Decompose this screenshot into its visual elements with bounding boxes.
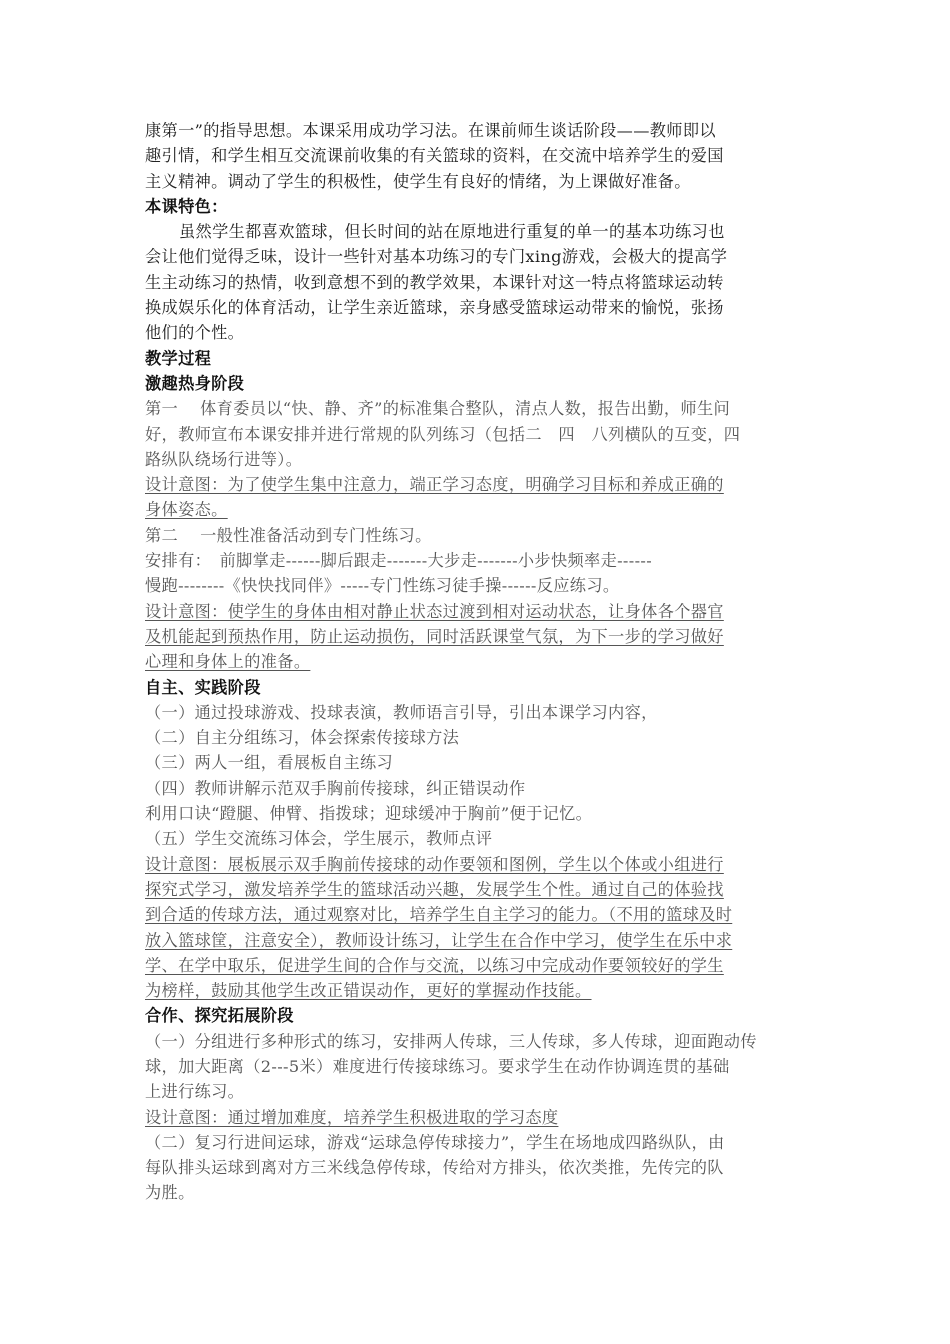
paragraph-line: 生主动练习的热情，收到意想不到的教学效果，本课针对这一特点将篮球运动转 (145, 272, 724, 292)
paragraph-line: （二）自主分组练习，体会探索传接球方法 (145, 728, 460, 748)
paragraph-line: 路纵队绕场行进等）。 (145, 449, 303, 469)
design-intent-text: 设计意图：展板展示双手胸前传接球的动作要领和图例，学生以个体或小组进行 (145, 854, 724, 874)
paragraph-line: （一）通过投球游戏、投球表演，教师语言引导，引出本课学习内容， (145, 702, 658, 722)
document-body (145, 118, 810, 1206)
section-heading: 自主、实践阶段 (145, 677, 261, 697)
design-intent-text: 为榜样，鼓励其他学生改正错误动作，更好的掌握动作技能。 (145, 981, 592, 1001)
paragraph-line: 他们的个性。 (145, 323, 245, 343)
section-heading: 合作、探究拓展阶段 (145, 1006, 294, 1026)
paragraph-line: 换成娱乐化的体育活动，让学生亲近篮球，亲身感受篮球运动带来的愉悦，张扬 (145, 298, 724, 318)
section-heading: 激趣热身阶段 (145, 373, 245, 393)
design-intent-text: 身体姿态。 (145, 500, 228, 520)
paragraph-line: 趣引情，和学生相互交流课前收集的有关篮球的资料，在交流中培养学生的爱国 (145, 146, 724, 166)
paragraph-line: 康第一”的指导思想。本课采用成功学习法。在课前师生谈话阶段——教师即以 (145, 121, 716, 140)
paragraph-line: （四）教师讲解示范双手胸前传接球，纠正错误动作 (145, 778, 526, 798)
design-intent-text: 及机能起到预热作用，防止运动损伤，同时活跃课堂气氛，为下一步的学习做好 (145, 626, 724, 646)
design-intent-text: 设计意图：使学生的身体由相对静止状态过渡到相对运动状态，让身体各个器官 (145, 601, 724, 621)
paragraph-line: （三）两人一组，看展板自主练习 (145, 753, 394, 773)
paragraph-line: 主义精神。调动了学生的积极性，使学生有良好的情绪，为上课做好准备。 (145, 171, 691, 191)
design-intent-text: 设计意图：为了使学生集中注意力，端正学习态度，明确学习目标和养成正确的 (145, 475, 724, 495)
paragraph-line: 好，教师宣布本课安排并进行常规的队列练习（包括二 四 八列横队的互变，四 (145, 424, 741, 444)
paragraph-line: 安排有： 前脚掌走------脚后跟走-------大步走-------小步快频率走------ (145, 551, 653, 571)
design-intent-text: 学、在学中取乐，促进学生间的合作与交流，以练习中完成动作要领较好的学生 (145, 955, 724, 975)
paragraph-line: （二）复习行进间运球，游戏“运球急停传球接力”，学生在场地成四路纵队，由 (145, 1132, 725, 1152)
paragraph-line: 第二 一般性准备活动到专门性练习。 (145, 525, 432, 545)
paragraph-line: 利用口诀“蹬腿、伸臂、指拨球；迎球缓冲于胸前”便于记忆。 (145, 804, 593, 824)
paragraph-line: 球，加大距离（2---5米）难度进行传接球练习。要求学生在动作协调连贯的基础 (145, 1056, 730, 1076)
paragraph-line: 会让他们觉得乏味，设计一些针对基本功练习的专门xing游戏，会极大的提高学 (145, 247, 728, 267)
paragraph-line: （一）分组进行多种形式的练习，安排两人传球，三人传球，多人传球，迎面跑动传 (145, 1031, 757, 1051)
paragraph-line: 上进行练习。 (145, 1082, 245, 1102)
paragraph-line: 第一 体育委员以“快、静、齐”的标准集合整队，清点人数，报告出勤，师生问 (145, 399, 731, 419)
paragraph-line: 为胜。 (145, 1183, 195, 1203)
design-intent-text: 探究式学习，激发培养学生的篮球活动兴趣，发展学生个性。通过自己的体验找 (145, 879, 724, 899)
paragraph-line: 每队排头运球到离对方三米线急停传球，传给对方排头，依次类推，先传完的队 (145, 1158, 724, 1178)
paragraph-line: 虽然学生都喜欢篮球，但长时间的站在原地进行重复的单一的基本功练习也 (179, 222, 725, 242)
design-intent-text: 到合适的传球方法，通过观察对比，培养学生自主学习的能力。（不用的篮球及时 (145, 905, 733, 925)
paragraph-line: 慢跑--------《快快找同伴》-----专门性练习徒手操------反应练习。 (145, 576, 620, 596)
paragraph-line: （五）学生交流练习体会，学生展示，教师点评 (145, 829, 493, 849)
design-intent-text: 设计意图：通过增加难度，培养学生积极进取的学习态度 (145, 1107, 559, 1127)
section-heading: 教学过程 (145, 348, 212, 368)
design-intent-text: 放入篮球筐，注意安全），教师设计练习，让学生在合作中学习，使学生在乐中求 (145, 930, 733, 950)
section-heading: 本课特色： (145, 196, 228, 216)
design-intent-text: 心理和身体上的准备。 (145, 652, 311, 672)
